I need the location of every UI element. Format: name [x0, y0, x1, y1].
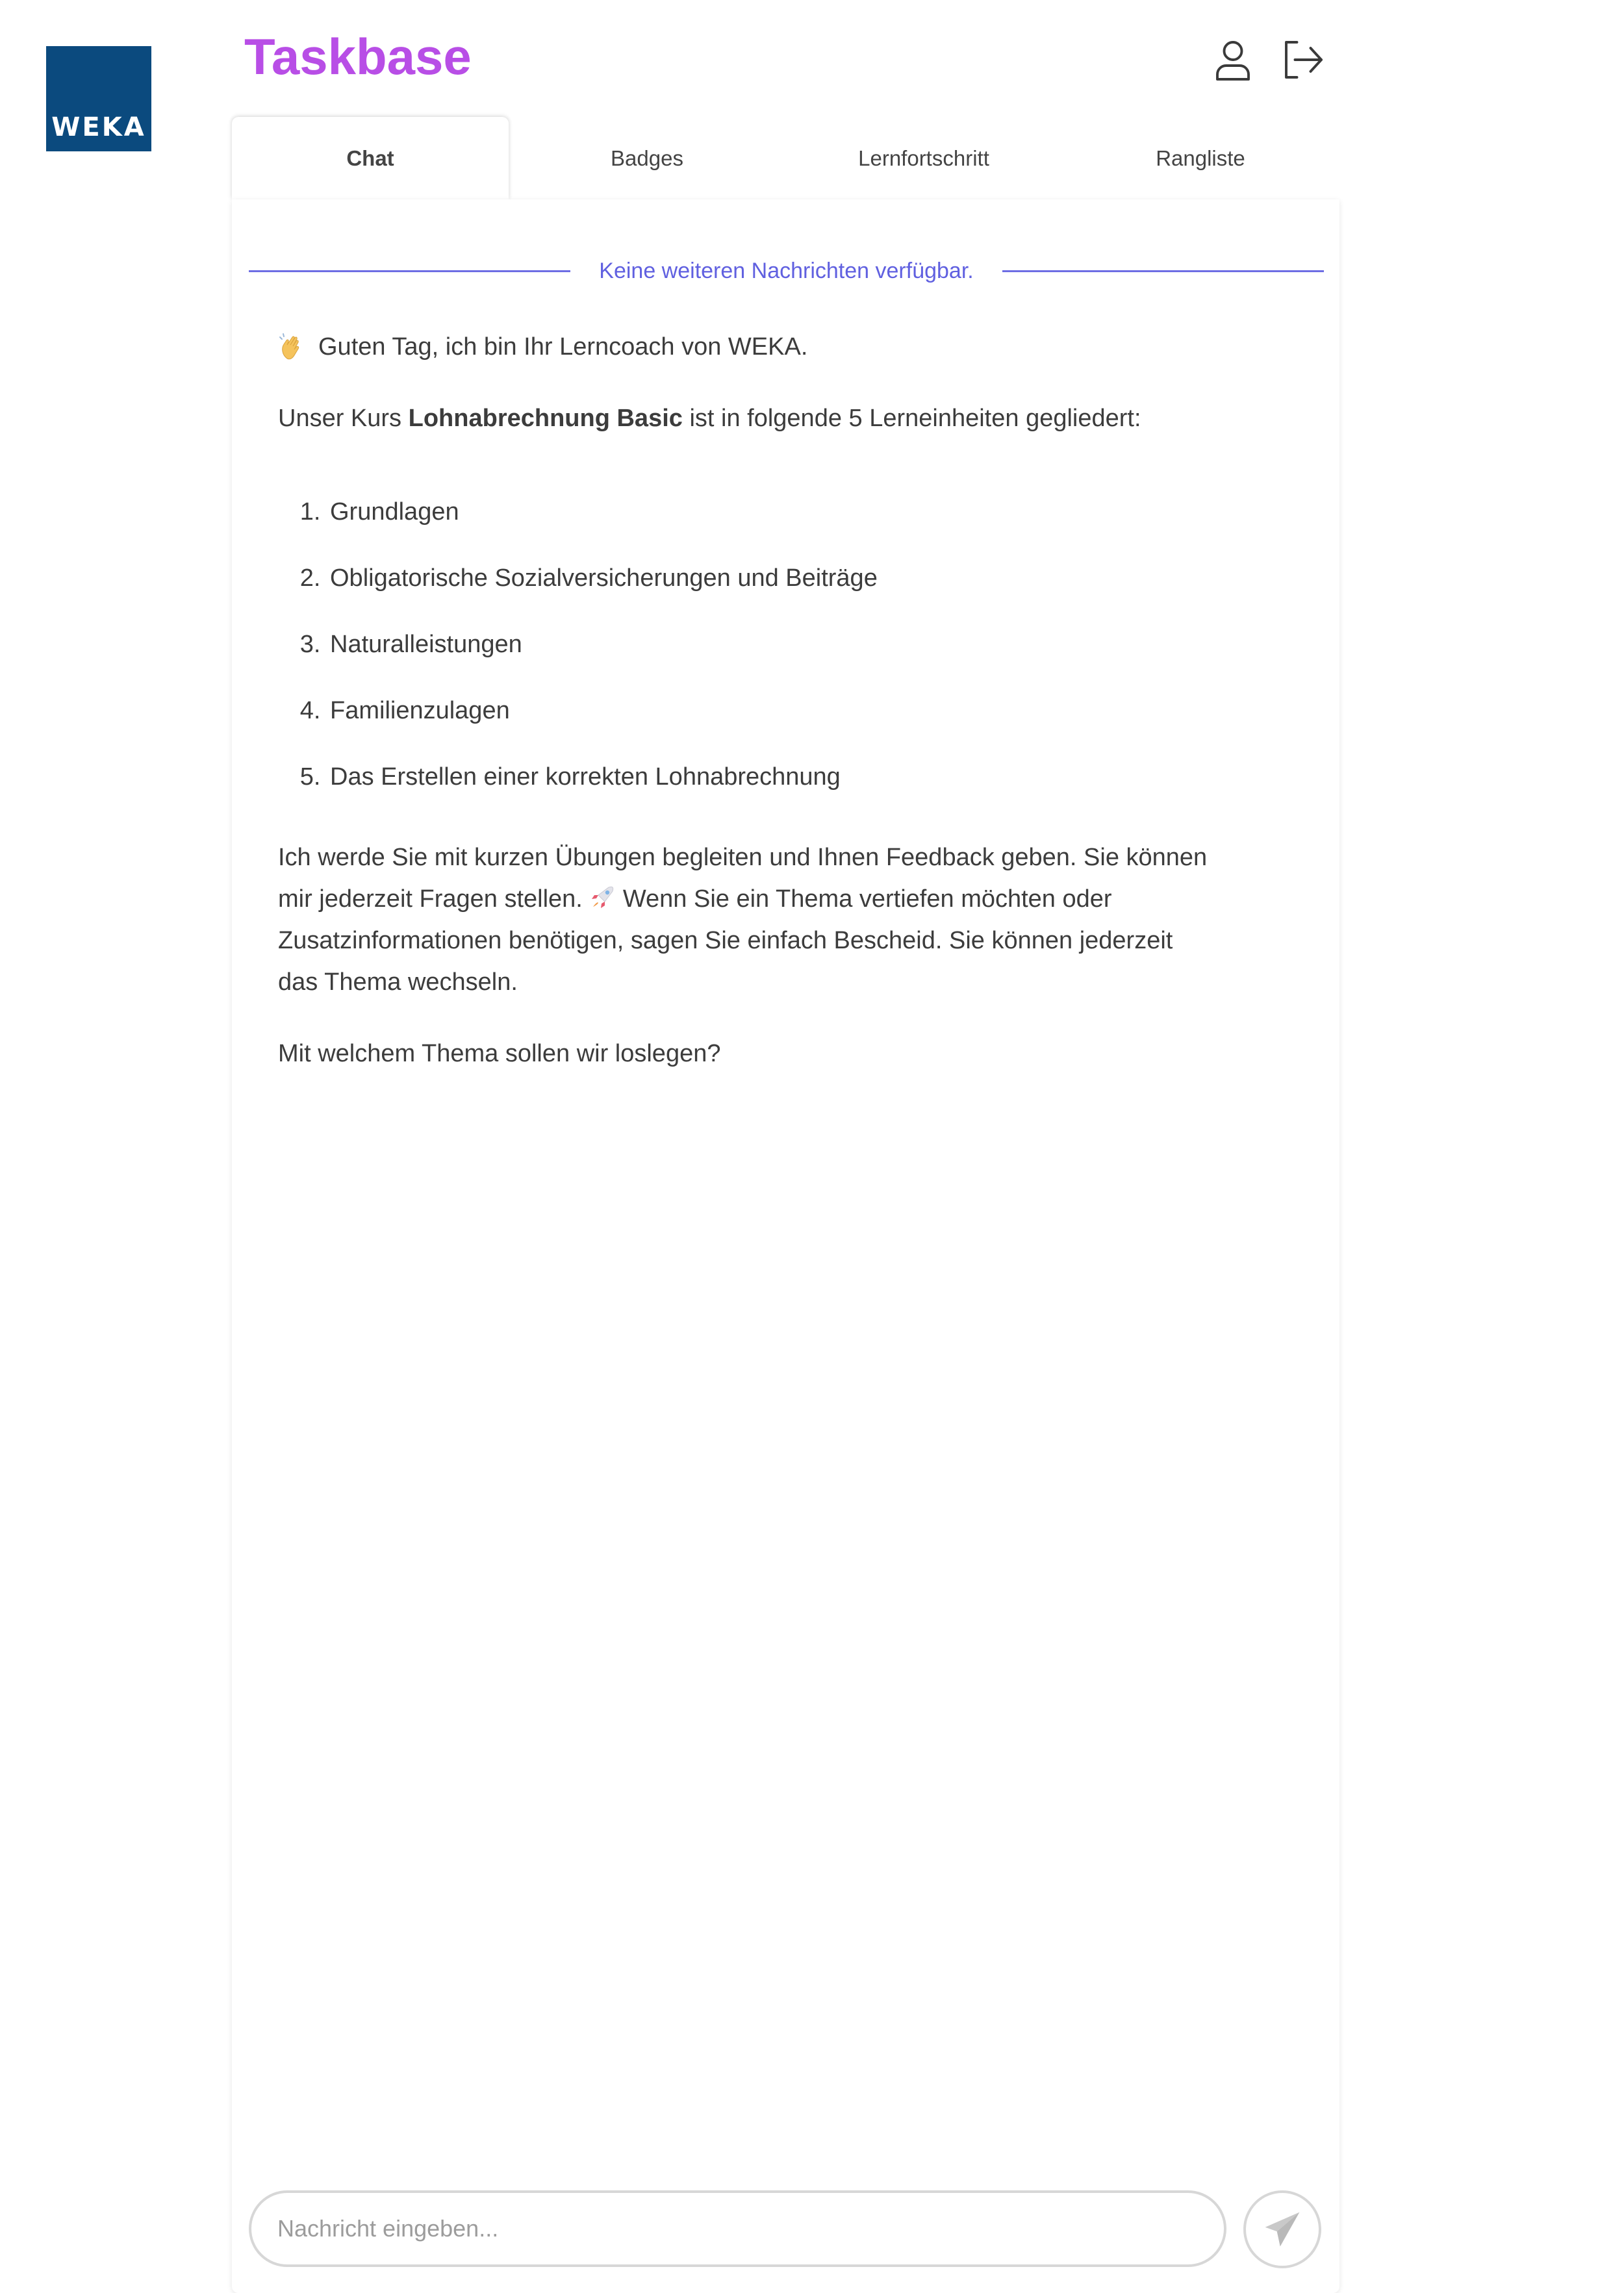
tab-badges[interactable]: Badges	[611, 146, 683, 170]
no-more-messages-text: Keine weiteren Nachrichten verfügbar.	[599, 258, 974, 283]
history-divider	[249, 251, 1324, 290]
list-item: 3. Naturalleistungen	[327, 624, 1213, 665]
list-item: 1. Grundlagen	[327, 491, 1213, 533]
waving-hand-icon	[278, 333, 307, 361]
unit-list	[278, 491, 1213, 798]
chat-panel	[232, 199, 1339, 2293]
divider-line-right	[1002, 270, 1324, 272]
logout-icon[interactable]	[1278, 36, 1325, 83]
course-name: Lohnabrechnung Basic	[408, 405, 683, 432]
message-input-wrapper	[249, 2190, 1226, 2267]
app-title: Taskbase	[244, 28, 472, 85]
course-intro	[278, 398, 1213, 439]
explanation-part-2: Wenn Sie ein Thema vertiefen möchten oder Zusatzinformationen benötigen, sagen Sie einfach Bescheid. Sie können jederzeit das Thema wechseln.	[278, 885, 1173, 996]
weka-logo	[46, 46, 151, 151]
greeting-text: Guten Tag, ich bin Ihr Lerncoach von WEKA.	[318, 333, 808, 361]
tab-lernfortschritt[interactable]: Lernfortschritt	[858, 146, 989, 170]
coach-message	[278, 326, 1213, 1074]
tab-rangliste[interactable]: Rangliste	[1156, 146, 1245, 170]
user-icon[interactable]	[1210, 36, 1256, 83]
send-icon	[1261, 2208, 1304, 2251]
intro-before: Unser Kurs	[278, 405, 409, 432]
list-item: 2. Obligatorische Sozialversicherungen und Beiträge	[327, 557, 1213, 599]
explanation-part-1: Ich werde Sie mit kurzen Übungen begleiten und Ihnen Feedback geben. Sie können mir jederzeit Fragen stellen.	[278, 844, 1208, 913]
weka-logo-text: WEKA	[51, 112, 146, 142]
tab-chat[interactable]: Chat	[232, 117, 509, 199]
rocket-icon	[589, 882, 616, 909]
coach-explanation	[278, 837, 1213, 1003]
intro-after: ist in folgende 5 Lerneinheiten gegliedert:	[682, 405, 1141, 432]
message-input[interactable]	[276, 2214, 1224, 2243]
list-item: 4. Familienzulagen	[327, 690, 1213, 731]
tab-bar	[232, 117, 1339, 199]
greeting-line	[278, 326, 1213, 368]
list-item: 5. Das Erstellen einer korrekten Lohnabrechnung	[327, 756, 1213, 798]
divider-line-left	[249, 270, 570, 272]
coach-question: Mit welchem Thema sollen wir loslegen?	[278, 1040, 721, 1067]
send-button[interactable]	[1243, 2190, 1321, 2268]
